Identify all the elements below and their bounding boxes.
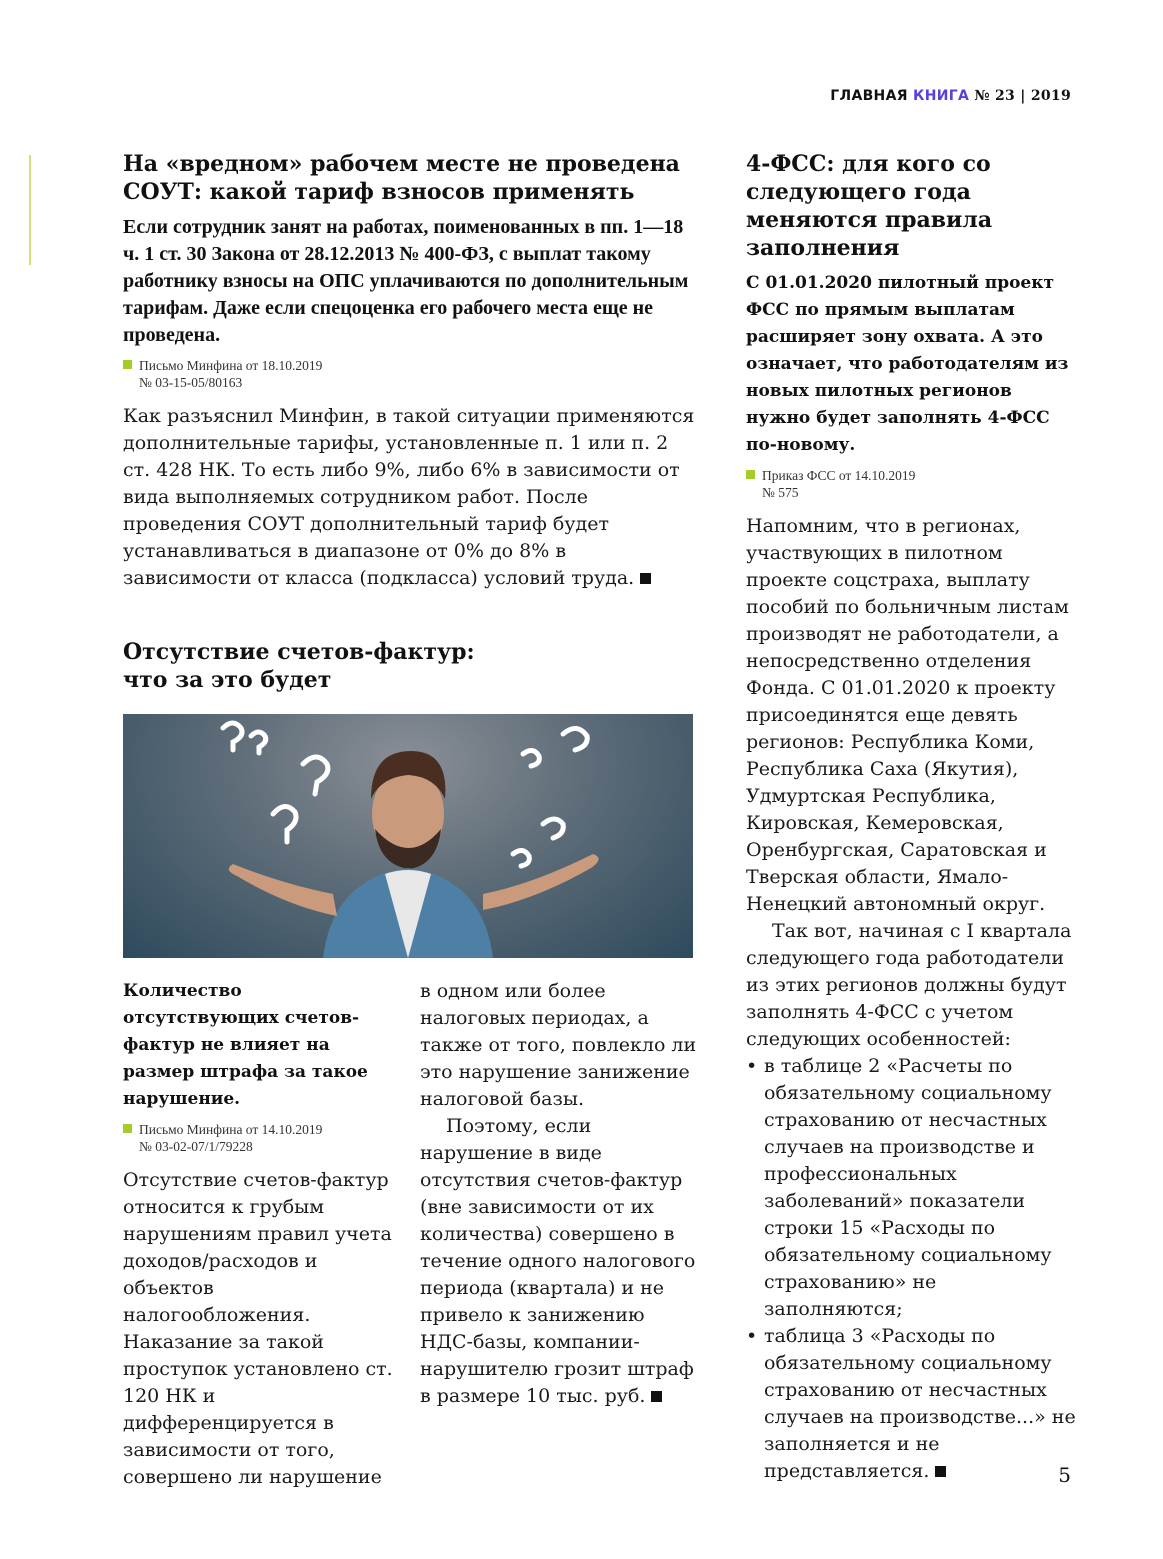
margin-accent-line xyxy=(29,155,31,265)
list-item xyxy=(746,1323,1076,1485)
sub-column-1 xyxy=(123,978,398,1491)
page-number: 5 xyxy=(1058,1463,1071,1487)
article-headline: 4-ФСС: для кого со следующего года меняются правила заполнения xyxy=(746,151,993,261)
source-line: № 03-15-05/80163 xyxy=(139,375,243,390)
article-lead: С 01.01.2020 пилотный проект ФСС по прямым выплатам расширяет зону охвата. А это означает, что работодателям из новых пилотных регионов нужно будет заполнять 4-ФСС по-новому. xyxy=(746,273,1069,455)
brand-name: ГЛАВНАЯ xyxy=(830,88,908,104)
sub-column-2 xyxy=(420,978,700,1410)
article-body xyxy=(420,978,700,1410)
article-body xyxy=(123,403,698,592)
article-photo xyxy=(123,714,693,958)
source-reference xyxy=(123,357,698,391)
body-paragraph: Как разъяснил Минфин, в такой ситуации применяются дополнительные тарифы, установленные п. 1 или п. 2 ст. 428 НК. То есть либо 9%, либо 6% в зависимости от вида выполняемых сотрудником работ. После проведения СОУТ дополнительный тариф будет устанавливаться в диапазоне от 0% до 8% в зависимости от класса (подкласса) условий труда. xyxy=(123,405,695,589)
body-paragraph: в одном или более налоговых периодах, а также от того, повлекло ли это нарушение занижение налоговой базы. xyxy=(420,980,697,1110)
list-item: • в таблице 2 «Расчеты по обязательному социальному страхованию от несчастных случаев на производстве и профессиональных заболеваний» показатели строки 15 «Расходы по обязательному социальному страхованию» не заполняются; xyxy=(746,1053,1076,1323)
article-two-column-body xyxy=(123,978,698,1488)
list-item-text: таблица 3 «Расходы по обязательному социальному страхованию от несчастных случаев на производстве...» не заполняется и не представляется. xyxy=(764,1325,1076,1482)
end-mark-icon xyxy=(640,573,651,584)
article-lead: Количество отсутствующих счетов-фактур не влияет на размер штрафа за такое нарушение. xyxy=(123,981,368,1109)
article-sout xyxy=(123,150,698,592)
bullet-list xyxy=(746,1053,1076,1485)
article-headline: На «вредном» рабочем месте не проведена СОУТ: какой тариф взносов применять xyxy=(123,151,680,205)
article-4fss xyxy=(746,150,1076,1485)
source-line: № 03-02-07/1/79228 xyxy=(139,1139,253,1154)
green-square-icon xyxy=(746,470,755,479)
running-head xyxy=(830,88,1071,104)
issue-number: № 23 | 2019 xyxy=(974,88,1071,104)
article-headline: Отсутствие счетов-фактур: что за это будет xyxy=(123,639,475,693)
end-mark-icon xyxy=(651,1391,662,1402)
source-line: Приказ ФСС от 14.10.2019 xyxy=(762,468,916,483)
body-paragraph: Напомним, что в регионах, участвующих в пилотном проекте соцстраха, выплату пособий по больничным листам производят не работодатели, а непосредственно отделения Фонда. С 01.01.2020 к проекту присоединятся еще девять регионов: Республика Коми, Республика Саха (Якутия), Удмуртская Республика, Кировская, Кемеровская, Оренбургская, Саратовская и Тверская области, Ямало-Ненецкий автономный округ. xyxy=(746,515,1069,915)
body-paragraph: Поэтому, если нарушение в виде отсутствия счетов-фактур (вне зависимости от их количества) совершено в течение одного налогового периода (квартала) и не привело к занижению НДС-базы, компании-нарушителю грозит штраф в размере 10 тыс. руб. xyxy=(420,1115,696,1407)
body-paragraph: Отсутствие счетов-фактур относится к грубым нарушениям правил учета доходов/расходов и объектов налогообложения. Наказание за такой проступок установлено ст. 120 НК и дифференцируется в зависимости от того, совершено ли нарушение xyxy=(123,1169,393,1488)
article-invoices xyxy=(123,638,698,1488)
green-square-icon xyxy=(123,360,132,369)
source-reference xyxy=(746,467,1076,501)
shrugging-man-illustration xyxy=(123,714,693,958)
end-mark-icon xyxy=(935,1466,946,1477)
green-square-icon xyxy=(123,1124,132,1133)
article-body xyxy=(746,513,1076,1485)
right-column xyxy=(746,150,1076,1485)
source-line: Письмо Минфина от 18.10.2019 xyxy=(139,358,323,373)
brand-accent: КНИГА xyxy=(912,88,970,104)
source-line: Письмо Минфина от 14.10.2019 xyxy=(139,1122,323,1137)
article-body xyxy=(123,1167,398,1491)
body-paragraph: Так вот, начиная с I квартала следующего года работодатели из этих регионов должны будут заполнять 4-ФСС с учетом следующих особенностей: xyxy=(746,920,1072,1050)
source-line: № 575 xyxy=(762,485,799,500)
article-lead: Если сотрудник занят на работах, поименованных в пп. 1—18 ч. 1 ст. 30 Закона от 28.12.2013 № 400-ФЗ, с выплат такому работнику взносы на ОПС уплачиваются по дополнительным тарифам. Даже если спецоценка его рабочего места еще не проведена. xyxy=(123,216,689,346)
source-reference xyxy=(123,1121,398,1155)
left-column xyxy=(123,150,698,1488)
